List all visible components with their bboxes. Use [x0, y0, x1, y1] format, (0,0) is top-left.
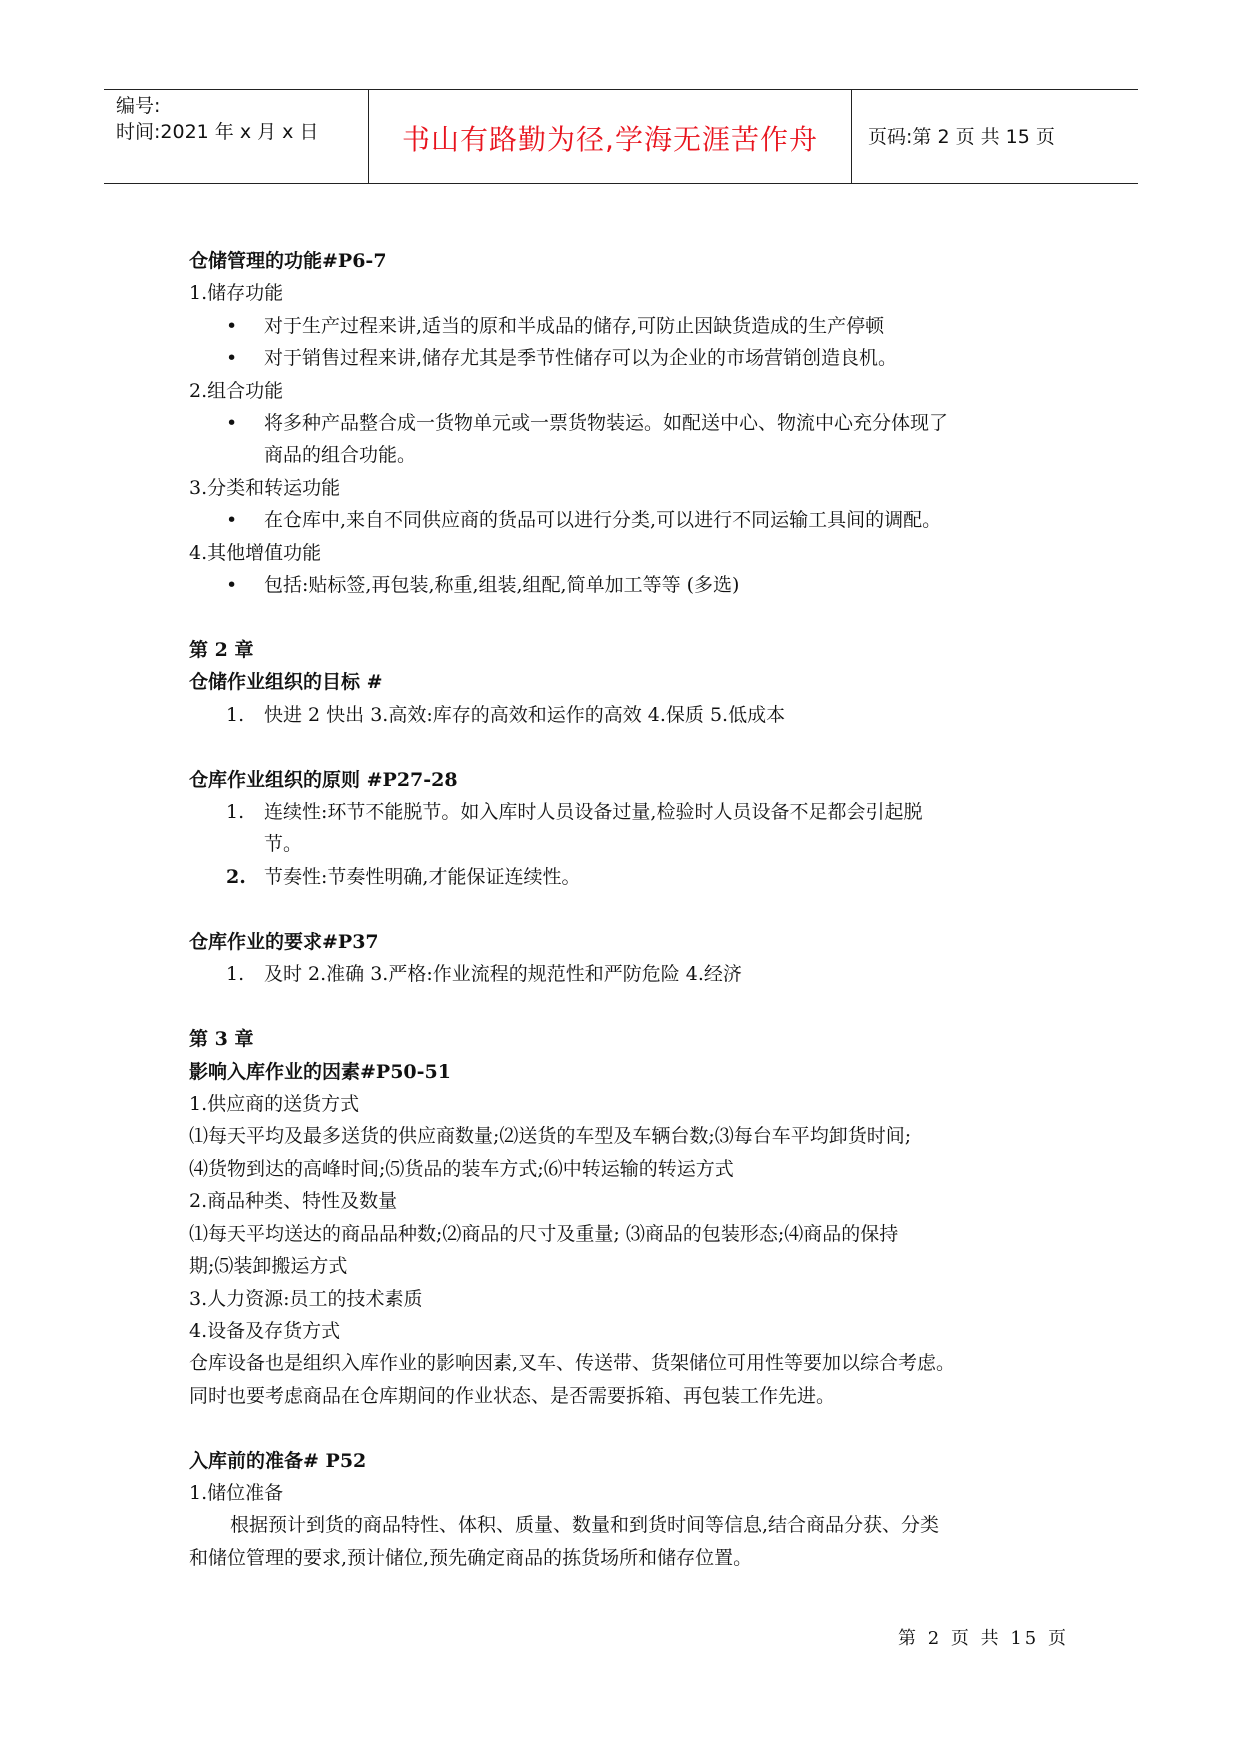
text-line: 和储位管理的要求,预计储位,预先确定商品的拣货场所和储存位置。: [189, 1547, 753, 1569]
header-meta-cell: [104, 90, 369, 183]
text-line: 仓库设备也是组织入库作业的影响因素,叉车、传送带、货架储位可用性等要加以综合考虑。: [189, 1352, 956, 1374]
document-header: [104, 89, 1138, 184]
list-marker: •: [226, 315, 238, 337]
list-marker: •: [226, 509, 238, 531]
section-heading: 影响入库作业的因素#P50-51: [189, 1061, 451, 1083]
text-line: 商品的组合功能。: [264, 444, 417, 466]
text-line: 期;⑸装卸搬运方式: [189, 1255, 348, 1277]
document-number-label: 编号:: [116, 95, 161, 117]
list-marker: 1.: [226, 704, 245, 726]
text-line: 将多种产品整合成一货物单元或一票货物装运。如配送中心、物流中心充分体现了: [264, 412, 949, 434]
text-line: 节奏性:节奏性明确,才能保证连续性。: [264, 866, 581, 888]
text-line: ⑷货物到达的高峰时间;⑸货品的装车方式;⑹中转运输的转运方式: [189, 1158, 734, 1180]
text-line: 在仓库中,来自不同供应商的货品可以进行分类,可以进行不同运输工具间的调配。: [264, 509, 942, 531]
list-marker: 1.: [226, 963, 245, 985]
page-info: 页码:第 2 页 共 15 页: [868, 126, 1055, 148]
section-heading: 仓库作业的要求#P37: [189, 931, 379, 953]
text-line: 及时 2.准确 3.严格:作业流程的规范性和严防危险 4.经济: [264, 963, 742, 985]
text-line: 对于销售过程来讲,储存尤其是季节性储存可以为企业的市场营销创造良机。: [264, 347, 898, 369]
list-marker: •: [226, 347, 238, 369]
text-line: 2.商品种类、特性及数量: [189, 1190, 398, 1212]
text-line: 同时也要考虑商品在仓库期间的作业状态、是否需要拆箱、再包装工作先进。: [189, 1385, 836, 1407]
list-marker: 1.: [226, 801, 245, 823]
list-marker: •: [226, 574, 238, 596]
text-line: 3.人力资源:员工的技术素质: [189, 1288, 423, 1310]
section-heading: 入库前的准备# P52: [189, 1450, 367, 1472]
text-line: 连续性:环节不能脱节。如入库时人员设备过量,检验时人员设备不足都会引起脱: [264, 801, 923, 823]
section-heading: 仓库作业组织的原则 #P27-28: [189, 769, 458, 791]
text-line: 3.分类和转运功能: [189, 477, 341, 499]
text-line: 包括:贴标签,再包装,称重,组装,组配,简单加工等等 (多选): [264, 574, 740, 596]
section-heading: 仓储管理的功能#P6-7: [189, 250, 387, 272]
motto-text: 书山有路勤为径,学海无涯苦作舟: [402, 123, 818, 156]
page-footer: 第 2 页 共 15 页: [898, 1628, 1069, 1649]
text-line: 快进 2 快出 3.高效:库存的高效和运作的高效 4.保质 5.低成本: [264, 704, 786, 726]
text-line: 4.设备及存货方式: [189, 1320, 341, 1342]
section-heading: 第 3 章: [189, 1028, 254, 1050]
document-time-label: 时间:2021 年 x 月 x 日: [116, 121, 319, 143]
list-marker: •: [226, 412, 238, 434]
text-line: 根据预计到货的商品特性、体积、质量、数量和到货时间等信息,结合商品分获、分类: [230, 1514, 940, 1536]
text-line: 1.储位准备: [189, 1482, 284, 1504]
text-line: 对于生产过程来讲,适当的原和半成品的储存,可防止因缺货造成的生产停顿: [264, 315, 885, 337]
section-heading: 第 2 章: [189, 639, 254, 661]
text-line: 节。: [264, 833, 303, 855]
text-line: 4.其他增值功能: [189, 542, 322, 564]
text-line: 1.储存功能: [189, 282, 284, 304]
text-line: 1.供应商的送货方式: [189, 1093, 360, 1115]
text-line: ⑴每天平均送达的商品品种数;⑵商品的尺寸及重量; ⑶商品的包装形态;⑷商品的保持: [189, 1223, 899, 1245]
section-heading: 仓储作业组织的目标 #: [189, 671, 383, 693]
header-motto-cell: [369, 90, 852, 183]
list-marker: 2.: [226, 866, 246, 888]
text-line: 2.组合功能: [189, 380, 284, 402]
text-line: ⑴每天平均及最多送货的供应商数量;⑵送货的车型及车辆台数;⑶每台车平均卸货时间;: [189, 1125, 912, 1147]
header-page-cell: [852, 90, 1138, 183]
